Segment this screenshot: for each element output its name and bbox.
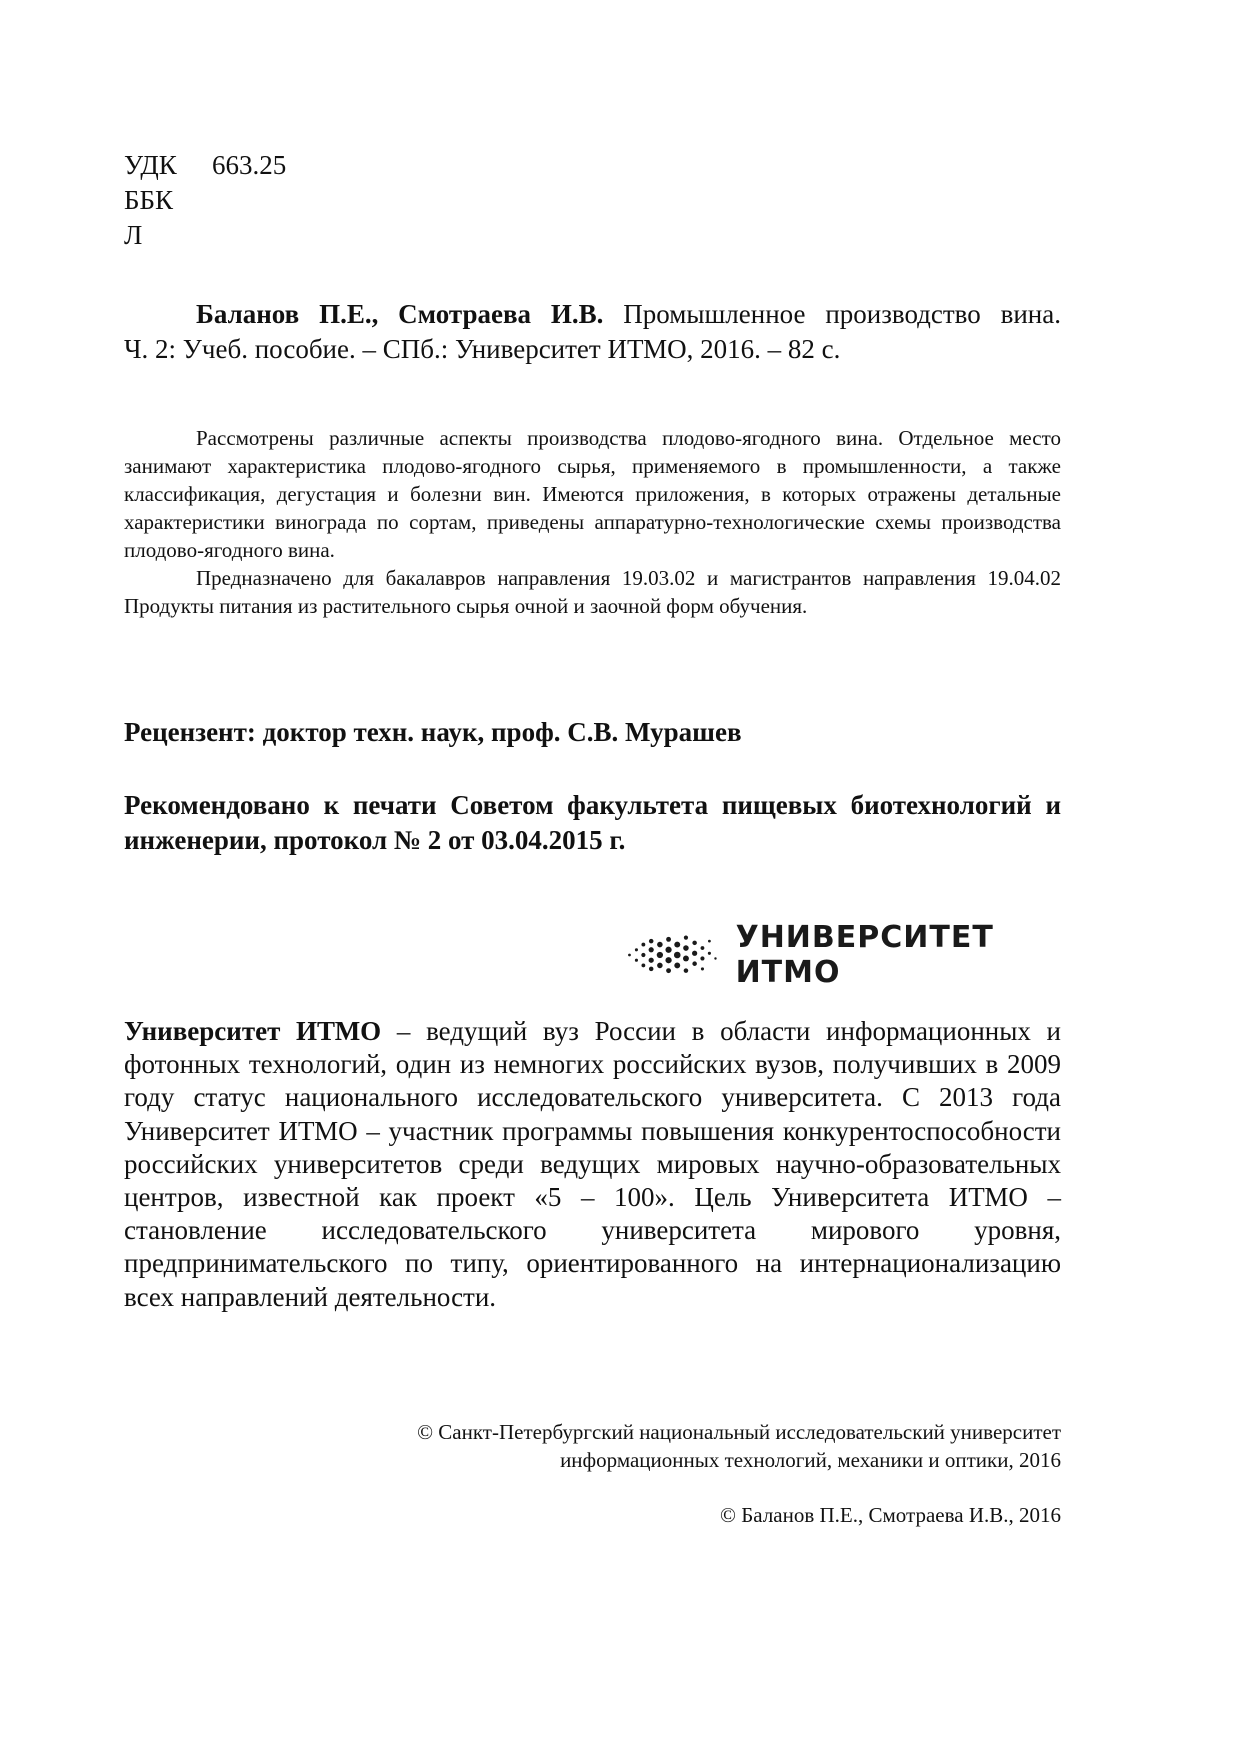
- copyright-university: [124, 1418, 1061, 1474]
- copyright-university-line2: информационных технологий, механики и оптики, 2016: [560, 1448, 1061, 1472]
- logo-text: УНИВЕРСИТЕТ ИТМО: [735, 920, 994, 990]
- citation-title: Промышленное производство вина.: [603, 299, 1061, 329]
- itmo-dots-icon: [626, 929, 722, 981]
- abstract-paragraph-2: Предназначено для бакалавров направления 19.03.02 и магистрантов направления 19.04.02 Продукты питания из растительного сырья очной и заочной форм обучения.: [124, 566, 1061, 618]
- classification-block: [124, 148, 286, 253]
- bbk-label: ББК: [124, 185, 174, 215]
- itmo-description: [124, 1015, 1061, 1314]
- recommendation: Рекомендовано к печати Советом факультета пищевых биотехнологий и инженерии, протокол № 2 от 03.04.2015 г.: [124, 790, 1061, 855]
- copyright-university-line1: © Санкт-Петербургский национальный исследовательский университет: [417, 1420, 1061, 1444]
- abstract-paragraph-1: Рассмотрены различные аспекты производства плодово-ягодного вина. Отдельное место занимают характеристика плодово-ягодного сырья, применяемого в промышленности, а также классификация, дегустация и болезни вин. Имеются приложения, в которых отражены детальные характеристики винограда по сортам, приведены аппаратурно-технологические схемы производства плодово-ягодного вина.: [124, 426, 1061, 562]
- citation-authors: Баланов П.Е., Смотраева И.В.: [196, 299, 604, 329]
- itmo-name: Университет ИТМО: [124, 1016, 382, 1046]
- copyright-authors: © Баланов П.Е., Смотраева И.В., 2016: [720, 1503, 1061, 1527]
- udk-value: 663.25: [212, 150, 287, 180]
- abstract: [124, 424, 1061, 620]
- reviewer: Рецензент: доктор техн. наук, проф. С.В. Мурашев: [124, 717, 742, 747]
- classification-letter: Л: [124, 220, 143, 250]
- itmo-description-text: – ведущий вуз России в области информационных и фотонных технологий, один из немногих российских вузов, получивших в 2009 году статус национального исследовательского университета. С 2013 года Университет ИТМО – участник программы повышения конкурентоспособности российских университетов среди ведущих мировых научно-образовательных центров, известной как проект «5 – 100». Цель Университета ИТМО – становление исследовательского университета мирового уровня, предпринимательского по типу, ориентированного на интернационализацию всех направлений деятельности.: [124, 1016, 1062, 1312]
- citation: [124, 297, 1061, 367]
- itmo-description-paragraph: [124, 1015, 1061, 1314]
- citation-line1: [124, 297, 1061, 332]
- udk-label: УДК: [124, 150, 177, 180]
- citation-line2: Ч. 2: Учеб. пособие. – СПб.: Университет ИТМО, 2016. – 82 с.: [124, 334, 841, 364]
- itmo-logo: [626, 920, 1061, 990]
